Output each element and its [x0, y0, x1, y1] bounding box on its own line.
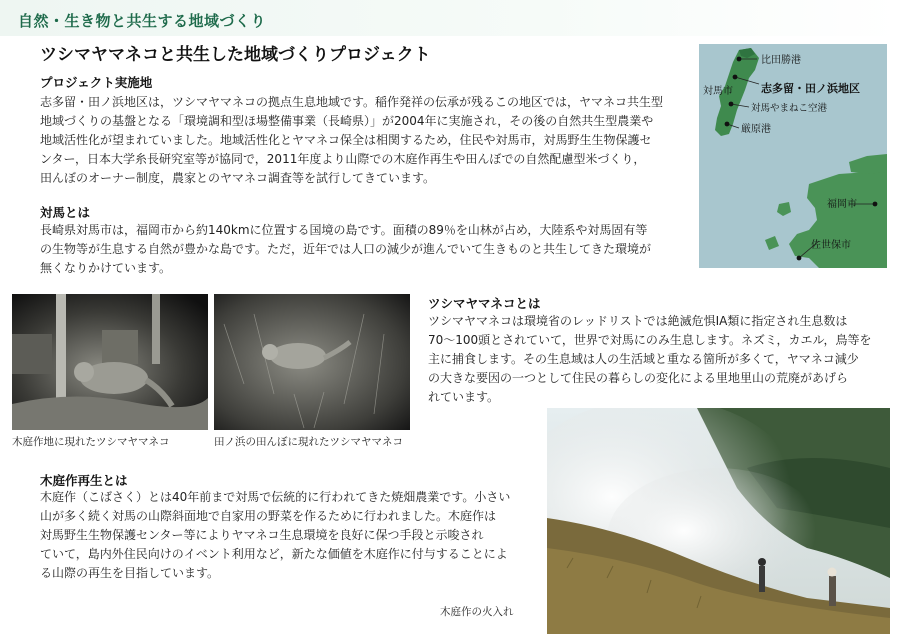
yamaneko-line: れています。 [428, 390, 500, 404]
photo-caption-tanohama: 田ノ浜の田んぼに現れたツシマヤマネコ [214, 436, 403, 448]
map-label-izuhara: 厳原港 [741, 124, 771, 135]
page-title: ツシマヤマネコと共生した地域づくりプロジェクト [40, 45, 431, 65]
tsushima-map [699, 44, 887, 268]
tsushima-heading: 対馬とは [40, 205, 91, 220]
yamaneko-line: の大きな要因の一つとして住民の暮らしの変化による里地里山の荒廃があげら [428, 371, 849, 385]
kobasaku-text [40, 488, 540, 583]
project-line: 地域づくりの基盤となる「環境調和型ほ場整備事業（長崎県）」が2004年に実施され，その後の自然共生型農業や [40, 114, 654, 128]
map-label-fukuoka: 福岡市 [827, 199, 857, 210]
yamaneko-text [428, 312, 890, 407]
project-heading: プロジェクト実施地 [40, 75, 153, 90]
map-label-hitakatsu: 比田勝港 [761, 55, 801, 66]
tsushima-line: の生物等が生息する自然が豊かな島です。ただ，近年では人口の減少が進んでいて生きものと共生してきた環境が [40, 242, 652, 256]
yamaneko-line: 70〜100頭とされていて，世界で対馬にのみ生息します。ネズミ，カエル，鳥等を [428, 333, 872, 347]
project-line: 地域活性化が望まれていました。地域活性化とヤマネコ保全は相関するため，住民や対馬市，対馬野生生物保護セ [40, 133, 652, 147]
kobasaku-line: ていて，島内外住民向けのイベント利用など，新たな価値を木庭作に付与することによ [40, 547, 508, 561]
map-label-shitaru: 志多留・田ノ浜地区 [761, 82, 860, 95]
kobasaku-line: 山が多く続く対馬の山際斜面地で自家用の野菜を作るために行われました。木庭作は [40, 509, 497, 523]
map-label-airport: 対馬やまねこ空港 [751, 103, 828, 114]
kobasaku-line: る山際の再生を目指しています。 [40, 566, 220, 580]
map-label-tsushima-city: 対馬市 [703, 86, 733, 97]
project-text [40, 93, 692, 188]
yamaneko-photo-tanohama [214, 294, 410, 430]
yamaneko-line: ツシマヤマネコは環境省のレッドリストでは絶滅危惧ⅠA類に指定され生息数は [428, 314, 848, 328]
photo-caption-kobasaku: 木庭作地に現れたツシマヤマネコ [12, 436, 170, 448]
kobasaku-line: 木庭作（こばさく）とは40年前まで対馬で伝統的に行われてきた焼畑農業です。小さい [40, 490, 511, 504]
map-label-sasebo: 佐世保市 [811, 240, 851, 251]
photo-caption-fire: 木庭作の火入れ [440, 606, 514, 618]
tsushima-line: 長崎県対馬市は，福岡市から約140kmに位置する国境の島です。面積の89％を山林が占め，大陸系や対馬固有等 [40, 223, 648, 237]
kobasaku-fire-photo [547, 408, 890, 634]
project-line: 田んぼのオーナー制度，農家とのヤマネコ調査等を試行してきています。 [40, 171, 436, 185]
project-line: ンター，日本大学糸長研究室等が協同で，2011年度より山際での木庭作再生や田んぼでの自然配慮型米づくり， [40, 152, 646, 166]
kobasaku-heading: 木庭作再生とは [40, 473, 128, 488]
kobasaku-line: 対馬野生生物保護センター等によりヤマネコ生息環境を良好に保つ手段と示唆され [40, 528, 484, 542]
project-line: 志多留・田ノ浜地区は，ツシマヤマネコの拠点生息地域です。稲作発祥の伝承が残るこの地区では，ヤマネコ共生型 [40, 95, 664, 109]
category-header: 自然・生き物と共生する地域づくり [18, 12, 267, 30]
tsushima-text [40, 221, 692, 278]
tsushima-line: 無くなりかけています。 [40, 261, 172, 275]
yamaneko-photo-kobasaku [12, 294, 208, 430]
yamaneko-line: 主に捕食します。その生息域は人の生活域と重なる箇所が多くて，ヤマネコ減少 [428, 352, 859, 366]
yamaneko-heading: ツシマヤマネコとは [428, 296, 541, 311]
